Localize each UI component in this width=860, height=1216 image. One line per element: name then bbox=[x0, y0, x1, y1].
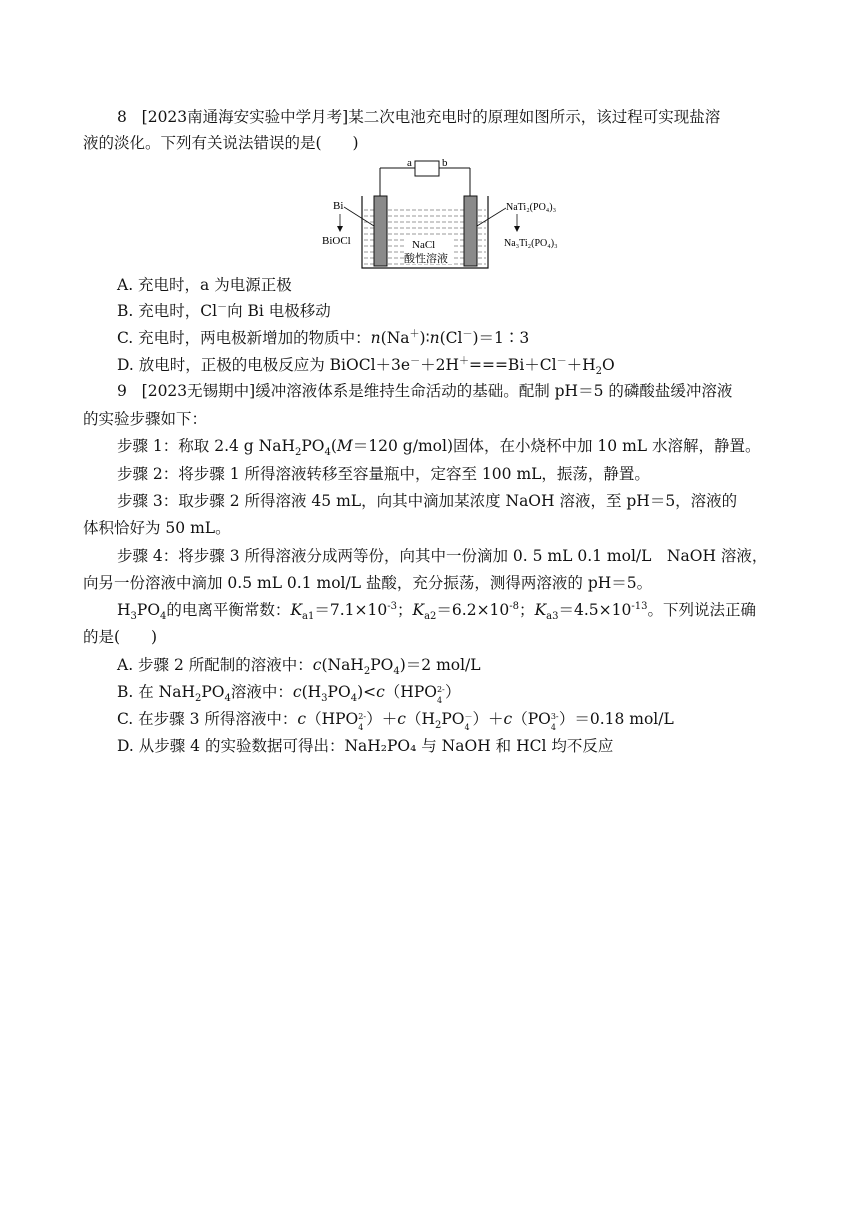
bi-electrode bbox=[374, 196, 387, 266]
q8-option-a: A. 充电时，a 为电源正极 bbox=[117, 276, 292, 294]
q9-stem-line-1: 9 [2023无锡期中]缓冲溶液体系是维持生命活动的基础。配制 pH＝5 的磷酸盐缓冲溶液 bbox=[117, 382, 733, 400]
left-top-label: Bi bbox=[333, 200, 344, 212]
q9-step-2: 步骤 2：将步骤 1 所得溶液转移至容量瓶中，定容至 100 mL，振荡，静置。 bbox=[117, 465, 650, 483]
q9-number: 9 bbox=[117, 382, 127, 400]
q9-source: [2023无锡期中] bbox=[141, 382, 256, 400]
q8-number: 8 bbox=[117, 108, 127, 126]
right-top-label: NaTi₂(PO₄)₃ bbox=[506, 202, 557, 213]
q9-option-c: C. 在步骤 3 所得溶液中：c（HPO 2- 4 ）$+c(H_2PO$ － 4 ）＋c（PO 3- 4 ）＝0.18 mol/L bbox=[117, 710, 674, 732]
q9-ka-line-2: 的是( ) bbox=[83, 628, 158, 646]
right-bottom-label: Na₃Ti₂(PO₄)₃ bbox=[504, 238, 558, 249]
q8-option-d: D. 放电时，正极的电极反应为 $BiOCl+3e^-+2H^+===Bi+Cl^-+H_2O$ bbox=[117, 355, 615, 378]
solution-label-1: NaCl bbox=[412, 239, 436, 251]
q8-stem-text-1: 某二次电池充电时的原理如图所示，该过程可实现盐溶 bbox=[348, 108, 721, 126]
q9-step-3-line-1: 步骤 3：取步骤 2 所得溶液 45 mL，向其中滴加某浓度 NaOH 溶液，至 pH＝5，溶液的 bbox=[117, 492, 738, 510]
q8-source: [2023南通海安实验中学月考] bbox=[141, 108, 349, 126]
q8-option-b: B. 充电时，Cl－向 Bi 电极移动 bbox=[117, 301, 331, 320]
q9-option-a: A. 步骤 2 所配制的溶液中：$c(NaH_2PO_4)=2$ mol/L bbox=[117, 656, 481, 678]
electrolysis-cell-diagram bbox=[320, 156, 580, 274]
q8-option-c: C. 充电时，两电极新增加的物质中：n(Na＋)∶n(Cl－)＝1∶3 bbox=[117, 328, 530, 347]
nati-electrode bbox=[464, 196, 477, 266]
q9-ka-line-1: $H_3PO_4$的电离平衡常数：$K_{a1}=7.1\times 10^{-3}$；$K_{a2}=6.2\times 10^{-8}$；$K_{a3}=4.5\times 10^{-13}$。下列说法正确 bbox=[117, 600, 756, 623]
solution-label-2: 酸性溶液 bbox=[404, 253, 448, 265]
terminal-b-label: b bbox=[442, 157, 448, 169]
q9-step-4-line-2: 向另一份溶液中滴加 0.5 mL 0.1 mol/L 盐酸，充分振荡，测得两溶液的 pH＝5。 bbox=[83, 574, 653, 592]
q8-stem-line-1 bbox=[117, 107, 783, 127]
left-bottom-label: BiOCl bbox=[322, 235, 351, 247]
q9-step-1: 步骤 1：称取 2.4 g $NaH_2PO_4(M=120$ g/mol)固体，在小烧杯中加 10 mL 水溶解，静置。 bbox=[117, 437, 761, 459]
q9-option-d: D. 从步骤 4 的实验数据可得出：NaH₂PO₄ 与 NaOH 和 HCl 均不反应 bbox=[117, 737, 614, 755]
q9-step-3-line-2: 体积恰好为 50 mL。 bbox=[83, 519, 231, 537]
q9-stem-line-2: 的实验步骤如下： bbox=[83, 410, 208, 428]
terminal-a-label: a bbox=[407, 157, 412, 169]
q9-option-b: B. 在 $NaH_2PO_4$溶液中：$c(H_3PO_4)<c(HPO$ 2- 4 ） bbox=[117, 683, 461, 705]
q8-stem-line-2: 液的淡化。下列有关说法错误的是( ) bbox=[83, 134, 359, 152]
q9-step-4-line-1: 步骤 4：将步骤 3 所得溶液分成两等份，向其中一份滴加 0. 5 mL 0.1 mol/L NaOH 溶液， bbox=[117, 547, 768, 565]
power-supply-box bbox=[415, 161, 439, 176]
